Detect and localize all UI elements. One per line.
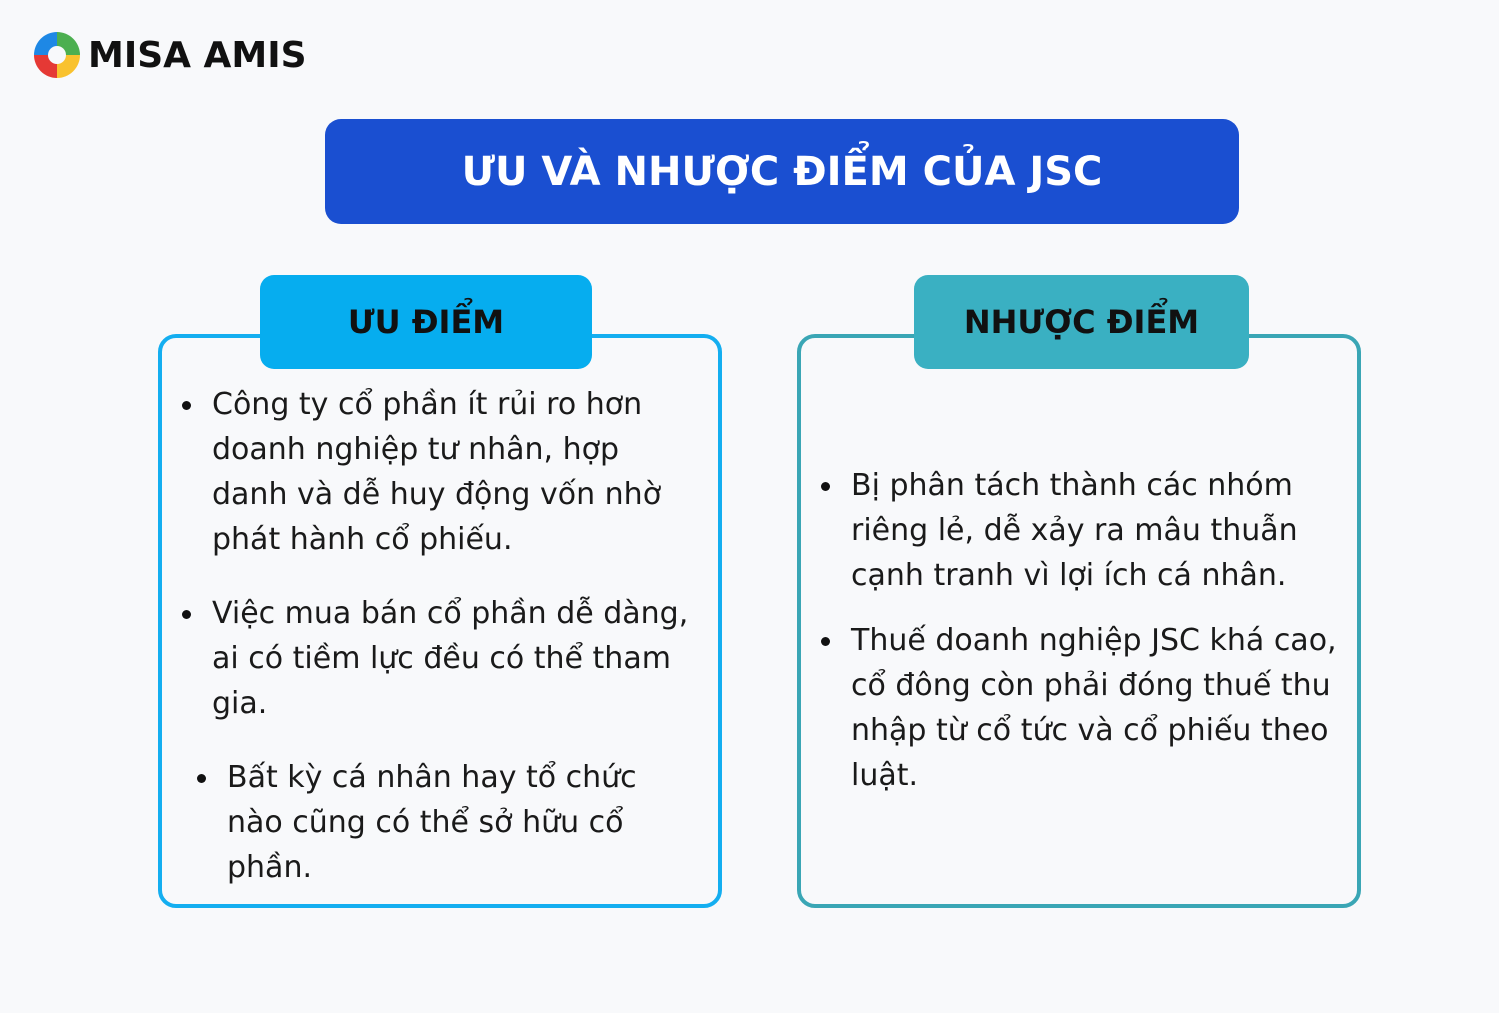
list-item: Bất kỳ cá nhân hay tổ chức nào cũng có thể sở hữu cổ phần. xyxy=(227,755,677,890)
logo-icon xyxy=(34,32,80,78)
list-item: Việc mua bán cổ phần dễ dàng, ai có tiềm lực đều có thể tham gia. xyxy=(212,591,702,726)
cons-list xyxy=(851,463,1341,798)
list-item: Công ty cổ phần ít rủi ro hơn doanh nghiệp tư nhân, hợp danh và dễ huy động vốn nhờ phát hành cổ phiếu. xyxy=(212,382,702,562)
pros-list xyxy=(212,382,702,890)
cons-label: NHƯỢC ĐIỂM xyxy=(914,275,1249,369)
pros-label: ƯU ĐIỂM xyxy=(260,275,592,369)
list-item: Bị phân tách thành các nhóm riêng lẻ, dễ xảy ra mâu thuẫn cạnh tranh vì lợi ích cá nhân. xyxy=(851,463,1341,598)
page-title: ƯU VÀ NHƯỢC ĐIỂM CỦA JSC xyxy=(325,119,1239,224)
list-item: Thuế doanh nghiệp JSC khá cao, cổ đông còn phải đóng thuế thu nhập từ cổ tức và cổ phiếu theo luật. xyxy=(851,618,1341,798)
logo-text: MISA AMIS xyxy=(88,34,307,76)
logo xyxy=(34,32,307,78)
